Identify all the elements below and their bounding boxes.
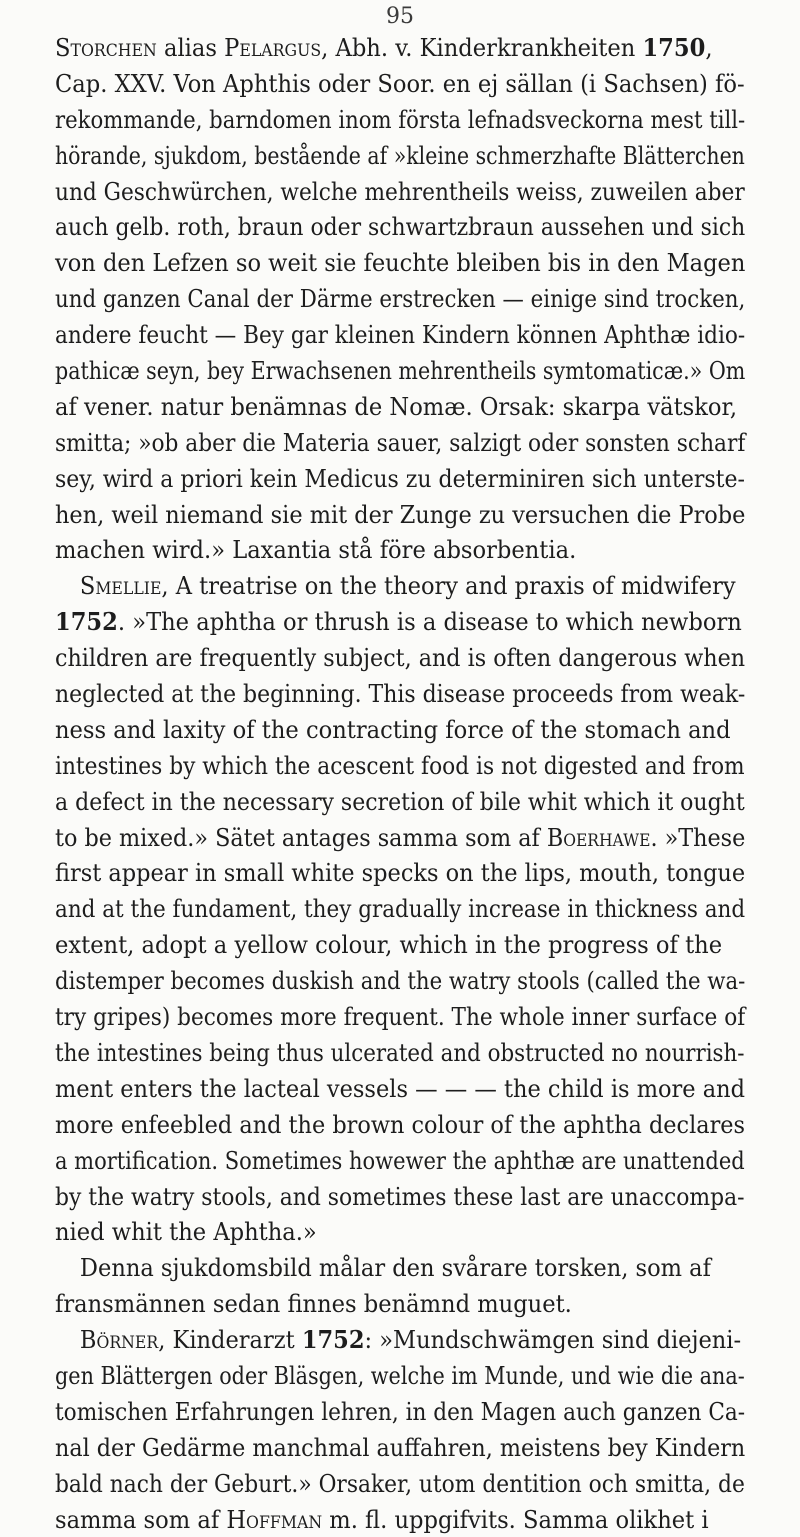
text-line [55, 1107, 746, 1143]
text-line [55, 174, 745, 210]
text-segment: 1752 [55, 607, 118, 637]
text-line [55, 712, 745, 748]
text-segment: more enfeebled and the brown colour of the aphtha declares [55, 1109, 746, 1139]
text-line [55, 281, 746, 317]
text-segment: , [705, 33, 713, 62]
text-segment: tomischen Erfahrungen lehren, in den Magen auch ganzen Ca- [55, 1396, 746, 1426]
text-segment: 1752 [301, 1325, 365, 1355]
text-segment: ness and laxity of the contracting force of the stomach and [55, 714, 731, 744]
text-segment: rekommande, barndomen inom första lefnadsveckorna mest till- [55, 104, 746, 134]
text-segment: by the watry stools, and sometimes these last are unaccompa- [55, 1181, 745, 1211]
text-segment: a mortification. Sometimes howewer the aphthæ are unattended [55, 1145, 745, 1175]
text-segment: , Kinderarzt [158, 1325, 302, 1355]
text-line [55, 748, 745, 784]
text-segment: von den Lefzen so weit sie feuchte bleiben bis in den Magen [55, 248, 746, 278]
text-segment: distemper becomes duskish and the watry stools (called the wa- [55, 966, 746, 996]
text-line [55, 30, 745, 66]
text-segment: : »Mundschwämgen sind diejeni- [364, 1325, 742, 1355]
text-line [55, 1322, 743, 1358]
text-segment: und ganzen Canal der Därme erstrecken — einige sind trocken, [55, 284, 746, 314]
text-segment: hörande, sjukdom, bestående af »kleine schmerzhafte Blätterchen [55, 140, 745, 170]
text-line [55, 1143, 745, 1179]
text-line [55, 1071, 745, 1107]
text-line [55, 676, 746, 712]
text-line [55, 1286, 745, 1322]
text-line [55, 1214, 745, 1250]
text-line [55, 209, 746, 245]
text-segment: gen Blättergen oder Bläsgen, welche im Munde, und wie die ana- [55, 1360, 745, 1390]
text-segment: nied whit the Aphtha.» [55, 1217, 317, 1247]
text-line [55, 999, 746, 1035]
text-line [55, 1358, 745, 1394]
text-segment: fransmännen sedan finnes benämnd muguet. [55, 1289, 572, 1319]
text-line [55, 353, 746, 389]
text-segment: , A treatrise on the theory and praxis of midwifery [161, 571, 736, 601]
text-line [55, 1035, 745, 1071]
text-segment: af vener. natur benämnas de Nomæ. Orsak: skarpa vätskor, [55, 391, 738, 421]
text-line [55, 1250, 743, 1286]
text-segment: . »These [650, 822, 746, 852]
text-segment: Cap. XXV. Von Aphthis oder Soor. en ej sällan (i Sachsen) fö- [55, 68, 745, 98]
text-line [55, 927, 745, 963]
text-segment: extent, adopt a yellow colour, which in the progress of the [55, 930, 723, 960]
text-segment: Smellie [79, 571, 162, 601]
text-line [55, 245, 746, 281]
text-line [55, 640, 746, 676]
text-line [55, 855, 746, 891]
text-segment: , Abh. v. Kinderkrankheiten [321, 33, 643, 62]
text-line [55, 317, 746, 353]
text-segment: neglected at the beginning. This disease proceeds from weak- [55, 679, 746, 709]
text-segment: Storchen [55, 33, 157, 62]
text-segment: the intestines being thus ulcerated and obstructed no nourrish- [55, 1037, 745, 1067]
text-segment: a defect in the necessary secretion of bile whit which it ought [55, 786, 745, 816]
text-line [55, 568, 743, 604]
text-segment: intestines by which the acescent food is not digested and from [55, 750, 745, 780]
text-line [55, 461, 745, 497]
text-segment: first appear in small white specks on the lips, mouth, tongue [55, 858, 746, 888]
text-segment: smitta; »ob aber die Materia sauer, salzigt oder sonsten scharf [55, 427, 746, 457]
text-segment: Pelargus [224, 33, 322, 62]
text-segment: bald nach der Geburt.» Orsaker, utom dentition och smitta, de [55, 1468, 745, 1498]
text-line [55, 891, 746, 927]
text-line [55, 604, 745, 640]
text-segment: try gripes) becomes more frequent. The whole inner surface of [55, 1002, 746, 1032]
text-segment: Hoffman [226, 1504, 323, 1534]
text-segment: . »The aphtha or thrush is a disease to which newborn [117, 607, 742, 637]
text-line [55, 1430, 746, 1466]
text-segment: children are frequently subject, and is often dangerous when [55, 643, 746, 673]
text-line [55, 1466, 745, 1502]
text-segment: alias [156, 33, 225, 62]
text-line [55, 66, 745, 102]
text-segment: hen, weil niemand sie mit der Zunge zu versuchen die Probe [55, 499, 746, 529]
text-segment: und Geschwürchen, welche mehrentheils weiss, zuweilen aber [55, 176, 745, 206]
text-segment: sey, wird a priori kein Medicus zu determiniren sich unterste- [55, 463, 745, 493]
text-segment: 1750 [642, 33, 706, 62]
text-segment: m. fl. uppgifvits. Samma olikhet i [322, 1504, 709, 1534]
text-line [55, 1502, 745, 1537]
text-segment: auch gelb. roth, braun oder schwartzbraun aussehen und sich [55, 212, 746, 242]
text-segment: ment enters the lacteal vessels — — — the child is more and [55, 1073, 745, 1103]
text-line [55, 102, 746, 138]
text-line [55, 1394, 746, 1430]
text-segment: Börner [79, 1325, 159, 1355]
body-text [55, 30, 800, 1537]
text-line [55, 138, 745, 174]
text-line [55, 497, 746, 533]
text-segment: machen wird.» Laxantia stå före absorbentia. [55, 535, 577, 565]
text-segment: to be mixed.» Sätet antages samma som af [55, 822, 547, 852]
text-line [55, 425, 746, 461]
text-segment: andere feucht — Bey gar kleinen Kindern können Aphthæ idio- [55, 320, 746, 350]
text-line [55, 1179, 745, 1215]
text-line [55, 532, 745, 568]
text-line [55, 963, 746, 999]
text-segment: samma som af [55, 1504, 227, 1534]
page-number: 95 [386, 4, 414, 29]
text-segment: and at the fundament, they gradually increase in thickness and [55, 894, 746, 924]
text-segment: nal der Gedärme manchmal auffahren, meistens bey Kindern [55, 1432, 746, 1462]
text-line [55, 389, 745, 425]
text-segment: Denna sjukdomsbild målar den svårare torsken, som af [79, 1253, 711, 1283]
text-segment: pathicæ seyn, bey Erwachsenen mehrentheils symtomaticæ.» Om [55, 356, 746, 386]
text-line [55, 784, 745, 820]
text-line [55, 820, 746, 856]
text-segment: Boerhawe [546, 822, 651, 852]
